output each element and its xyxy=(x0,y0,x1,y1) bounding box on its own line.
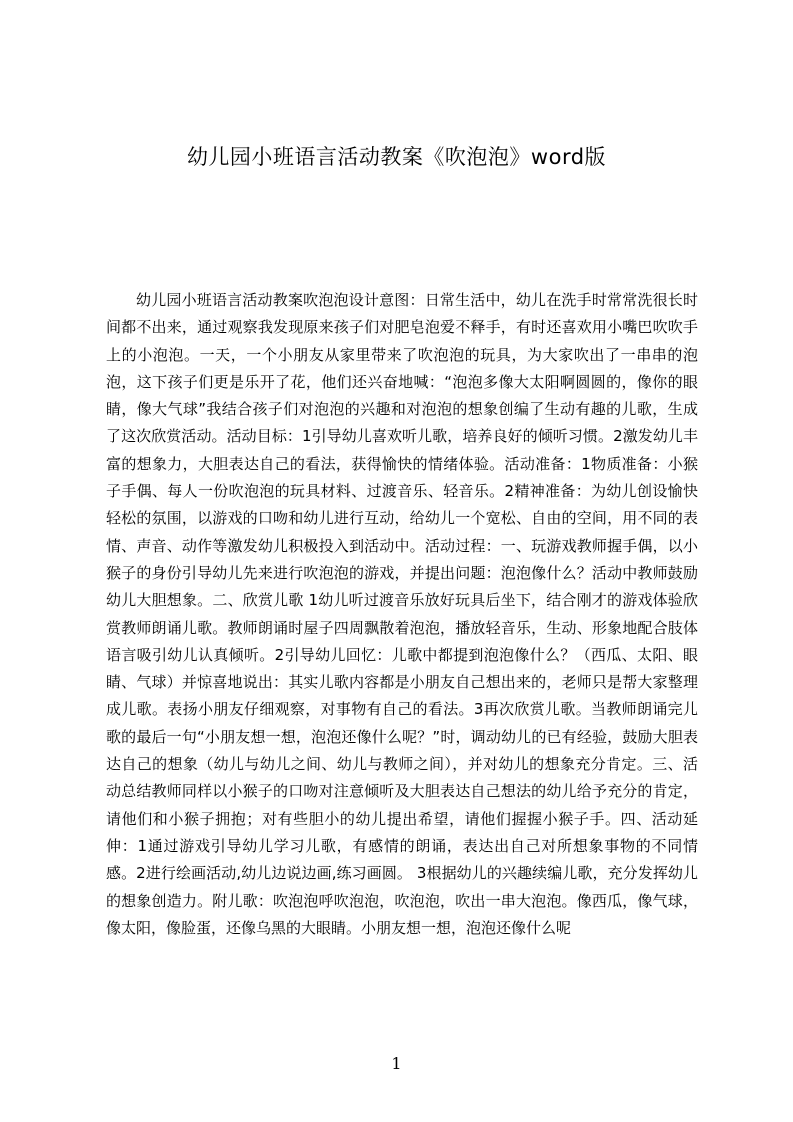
body-paragraph: 幼儿园小班语言活动教案吹泡泡设计意图：日常生活中，幼儿在洗手时常常洗很长时间都不出来，通过观察我发现原来孩子们对肥皂泡爱不释手，有时还喜欢用小嘴巴吹吹手上的小泡泡。一天，一个小朋友从家里带来了吹泡泡的玩具，为大家吹出了一串串的泡泡，这下孩子们更是乐开了花，他们还兴奋地喊：“泡泡多像大太阳啊圆圆的，像你的眼睛，像大气球”我结合孩子们对泡泡的兴趣和对泡泡的想象创编了生动有趣的儿歌，生成了这次欣赏活动。活动目标：1引导幼儿喜欢听儿歌，培养良好的倾听习惯。2激发幼儿丰富的想象力，大胆表达自己的看法，获得愉快的情绪体验。活动准备：1物质准备：小猴子手偶、每人一份吹泡泡的玩具材料、过渡音乐、轻音乐。2精神准备：为幼儿创设愉快轻松的氛围，以游戏的口吻和幼儿进行互动，给幼儿一个宽松、自由的空间，用不同的表情、声音、动作等激发幼儿积极投入到活动中。活动过程：一、玩游戏教师握手偶，以小猴子的身份引导幼儿先来进行吹泡泡的游戏，并提出问题：泡泡像什么？活动中教师鼓励幼儿大胆想象。二、欣赏儿歌 1幼儿听过渡音乐放好玩具后坐下，结合刚才的游戏体验欣赏教师朗诵儿歌。教师朗诵时屋子四周飘散着泡泡，播放轻音乐，生动、形象地配合肢体语言吸引幼儿认真倾听。2引导幼儿回忆：儿歌中都提到泡泡像什么？（西瓜、太阳、眼睛、气球）并惊喜地说出：其实儿歌内容都是小朋友自己想出来的，老师只是帮大家整理成儿歌。表扬小朋友仔细观察，对事物有自己的看法。3再次欣赏儿歌。当教师朗诵完儿歌的最后一句“小朋友想一想，泡泡还像什么呢？”时，调动幼儿的已有经验，鼓励大胆表达自己的想象（幼儿与幼儿之间、幼儿与教师之间），并对幼儿的想象充分肯定。三、活动总结教师同样以小猴子的口吻对注意倾听及大胆表达自己想法的幼儿给予充分的肯定，请他们和小猴子拥抱；对有些胆小的幼儿提出希望，请他们握握小猴子手。四、活动延伸：1通过游戏引导幼儿学习儿歌，有感情的朗诵，表达出自己对所想象事物的不同情感。2进行绘画活动,幼儿边说边画,练习画圆。 3根据幼儿的兴趣续编儿歌，充分发挥幼儿的想象创造力。附儿歌：吹泡泡呼吹泡泡，吹泡泡，吹出一串大泡泡。像西瓜，像气球，像太阳，像脸蛋，还像乌黑的大眼睛。小朋友想一想，泡泡还像什么呢 xyxy=(106,291,698,937)
page-number: 1 xyxy=(391,1054,402,1073)
document-title: 幼儿园小班语言活动教案《吹泡泡》word版 xyxy=(186,145,607,169)
document-body xyxy=(106,287,698,967)
